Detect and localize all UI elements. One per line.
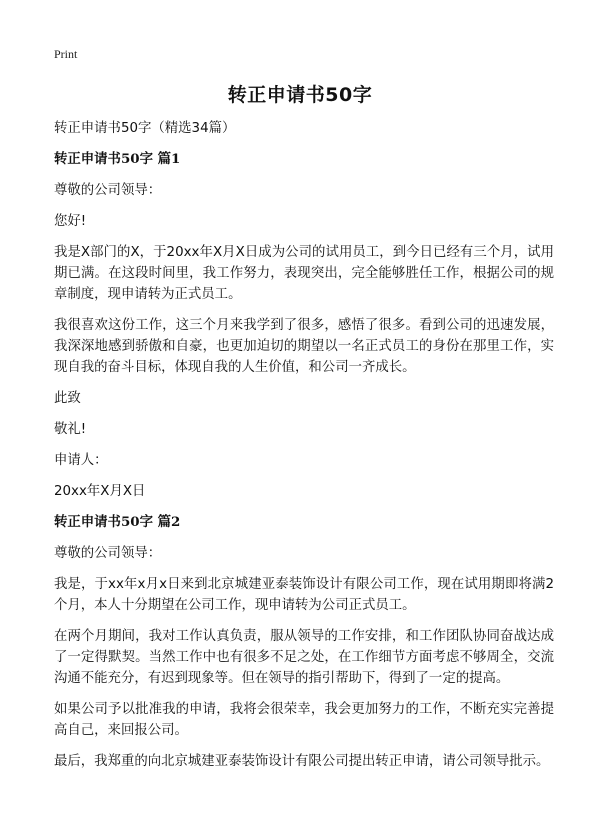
document-body (54, 118, 554, 782)
salutation: 尊敬的公司领导： (54, 183, 162, 198)
greeting: 您好! (54, 214, 87, 229)
page-title: 转正申请书50字 (227, 84, 373, 106)
body-paragraph: 我是，于xx年x月x日来到北京城建亚泰装饰设计有限公司工作，现在试用期即将满2个月，本人十分期望在公司工作，现申请转为公司正式员工。 (54, 577, 554, 613)
body-paragraph: 我是X部门的X，于20xx年X月X日成为公司的试用员工，到今日已经有三个月，试用期已满。在这段时间里，我工作努力，表现突出，完全能够胜任工作，根据公司的规章制度，现申请转为正式员工。 (54, 245, 554, 302)
section-heading-2: 转正申请书50字 篇2 (54, 514, 181, 530)
body-paragraph: 最后，我郑重的向北京城建亚泰装饰设计有限公司提出转正申请，请公司领导批示。 (54, 754, 550, 769)
body-paragraph: 我很喜欢这份工作，这三个月来我学到了很多，感悟了很多。看到公司的迅速发展，我深深地感到骄傲和自豪，也更加迫切的期望以一名正式员工的身份在那里工作，实现自我的奋斗目标，体现自我的人生价值，和公司一齐成长。 (54, 318, 554, 375)
applicant-label: 申请人： (54, 453, 108, 468)
document-subtitle: 转正申请书50字（精选34篇） (54, 121, 236, 136)
salutation: 尊敬的公司领导： (54, 546, 162, 561)
date-line: 20xx年X月X日 (54, 484, 146, 499)
section-heading-1: 转正申请书50字 篇1 (54, 151, 181, 167)
closing-line: 此致 (54, 391, 81, 406)
body-paragraph: 在两个月期间，我对工作认真负责，服从领导的工作安排，和工作团队协同奋战达成了一定得默契。当然工作中也有很多不足之处，在工作细节方面考虑不够周全，交流沟通不能充分，有迟到现象等。但在领导的指引帮助下，得到了一定的提高。 (54, 629, 554, 686)
print-label: Print (54, 47, 78, 61)
body-paragraph: 如果公司予以批准我的申请，我将会很荣幸，我会更加努力的工作，不断充实完善提高自己，来回报公司。 (54, 702, 554, 738)
closing-line: 敬礼! (54, 422, 87, 437)
